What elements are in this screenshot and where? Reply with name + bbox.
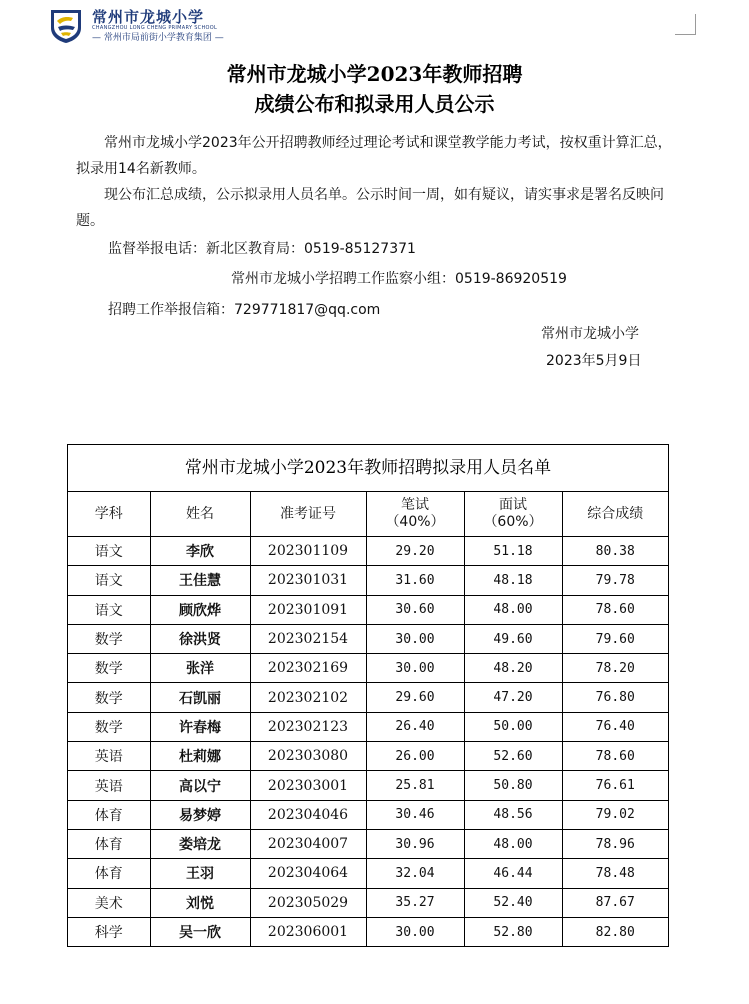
- cell-written: 30.96: [366, 829, 464, 858]
- paragraph-1-text: 常州市龙城小学2023年公开招聘教师经过理论考试和课堂教学能力考试，按权重计算汇总，拟录用14名新教师。: [76, 135, 672, 177]
- cell-written: 26.00: [366, 742, 464, 771]
- cell-total: 79.02: [562, 800, 668, 829]
- cell-name: 杜莉娜: [150, 742, 250, 771]
- table-caption: 常州市龙城小学2023年教师招聘拟录用人员名单: [68, 445, 668, 492]
- cell-interview: 48.56: [464, 800, 562, 829]
- table-row: [68, 595, 668, 624]
- cell-written: 30.00: [366, 624, 464, 653]
- cell-total: 79.78: [562, 566, 668, 595]
- table-header-row: [68, 492, 668, 537]
- report-phone-line-2: 常州市龙城小学招聘工作监察小组：0519-86920519: [231, 271, 567, 287]
- cell-exam-id: 202303080: [250, 742, 366, 771]
- cell-written: 31.60: [366, 566, 464, 595]
- cell-exam-id: 202301031: [250, 566, 366, 595]
- table-row: [68, 888, 668, 917]
- cell-interview: 52.80: [464, 917, 562, 946]
- header-exam-id: 准考证号: [250, 492, 366, 537]
- cell-name: 娄培龙: [150, 829, 250, 858]
- table-row: [68, 859, 668, 888]
- header-interview-label: 面试: [499, 497, 527, 513]
- cell-interview: 48.20: [464, 654, 562, 683]
- header-interview: [464, 492, 562, 537]
- cell-name: 王佳慧: [150, 566, 250, 595]
- cell-subject: 美术: [68, 888, 150, 917]
- report-email-line: 招聘工作举报信箱：729771817@qq.com: [108, 302, 381, 318]
- signature: 常州市龙城小学: [541, 326, 639, 342]
- cell-written: 35.27: [366, 888, 464, 917]
- cell-name: 石凯丽: [150, 683, 250, 712]
- cell-name: 张洋: [150, 654, 250, 683]
- table-row: [68, 624, 668, 653]
- notice-title-line-2: 成绩公布和拟录用人员公示: [254, 92, 495, 116]
- cell-subject: 英语: [68, 771, 150, 800]
- cell-total: 76.80: [562, 683, 668, 712]
- table-row: [68, 537, 668, 566]
- cell-written: 25.81: [366, 771, 464, 800]
- cell-subject: 数学: [68, 712, 150, 741]
- notice-title-line-1: 常州市龙城小学2023年教师招聘: [226, 62, 523, 86]
- paragraph-2-text: 现公布汇总成绩，公示拟录用人员名单。公示时间一周，如有疑议，请实事求是署名反映问题。: [76, 187, 664, 229]
- cell-subject: 语文: [68, 566, 150, 595]
- cell-exam-id: 202304046: [250, 800, 366, 829]
- header-written: [366, 492, 464, 537]
- cell-exam-id: 202301109: [250, 537, 366, 566]
- school-logo-icon: [48, 8, 84, 44]
- cell-interview: 52.40: [464, 888, 562, 917]
- header-interview-weight: （60%）: [483, 514, 543, 530]
- cell-name: 刘悦: [150, 888, 250, 917]
- cell-subject: 体育: [68, 859, 150, 888]
- cell-exam-id: 202305029: [250, 888, 366, 917]
- cell-total: 76.61: [562, 771, 668, 800]
- cell-interview: 48.00: [464, 829, 562, 858]
- cell-total: 76.40: [562, 712, 668, 741]
- cell-name: 易梦婷: [150, 800, 250, 829]
- cell-written: 29.60: [366, 683, 464, 712]
- table-row: [68, 566, 668, 595]
- notice-paragraph-2: [76, 182, 676, 234]
- cell-interview: 51.18: [464, 537, 562, 566]
- cell-name: 许春梅: [150, 712, 250, 741]
- cell-interview: 48.18: [464, 566, 562, 595]
- cell-total: 78.60: [562, 595, 668, 624]
- cell-written: 29.20: [366, 537, 464, 566]
- cell-interview: 46.44: [464, 859, 562, 888]
- cell-exam-id: 202303001: [250, 771, 366, 800]
- table-row: [68, 654, 668, 683]
- cell-exam-id: 202306001: [250, 917, 366, 946]
- cell-interview: 47.20: [464, 683, 562, 712]
- table-row: [68, 829, 668, 858]
- cell-subject: 数学: [68, 654, 150, 683]
- table-row: [68, 742, 668, 771]
- cell-exam-id: 202301091: [250, 595, 366, 624]
- cell-exam-id: 202304064: [250, 859, 366, 888]
- cell-total: 82.80: [562, 917, 668, 946]
- cell-total: 78.20: [562, 654, 668, 683]
- cell-subject: 语文: [68, 595, 150, 624]
- table-row: [68, 917, 668, 946]
- school-pinyin: CHANGZHOU LONG CHENG PRIMARY SCHOOL: [92, 24, 218, 31]
- cell-exam-id: 202302154: [250, 624, 366, 653]
- header-name: 姓名: [150, 492, 250, 537]
- table-row: [68, 683, 668, 712]
- school-group-name: — 常州市局前街小学教育集团 —: [92, 32, 224, 43]
- cell-name: 高以宁: [150, 771, 250, 800]
- cell-interview: 50.80: [464, 771, 562, 800]
- cell-total: 87.67: [562, 888, 668, 917]
- cell-written: 30.46: [366, 800, 464, 829]
- cell-subject: 语文: [68, 537, 150, 566]
- cell-exam-id: 202304007: [250, 829, 366, 858]
- cell-subject: 体育: [68, 800, 150, 829]
- cell-subject: 数学: [68, 683, 150, 712]
- cell-written: 26.40: [366, 712, 464, 741]
- cell-total: 78.60: [562, 742, 668, 771]
- cell-interview: 49.60: [464, 624, 562, 653]
- cell-written: 30.00: [366, 917, 464, 946]
- cell-total: 80.38: [562, 537, 668, 566]
- table-row: [68, 771, 668, 800]
- cell-subject: 体育: [68, 829, 150, 858]
- header-written-label: 笔试: [401, 497, 429, 513]
- table-row: [68, 800, 668, 829]
- cell-interview: 50.00: [464, 712, 562, 741]
- cell-written: 30.60: [366, 595, 464, 624]
- cell-exam-id: 202302102: [250, 683, 366, 712]
- header-subject: 学科: [68, 492, 150, 537]
- table-row: [68, 712, 668, 741]
- cell-subject: 英语: [68, 742, 150, 771]
- cell-exam-id: 202302123: [250, 712, 366, 741]
- cell-interview: 52.60: [464, 742, 562, 771]
- cell-name: 李欣: [150, 537, 250, 566]
- cell-total: 79.60: [562, 624, 668, 653]
- school-header: [48, 6, 224, 46]
- notice-paragraph-1: [76, 130, 676, 182]
- school-name: 常州市龙城小学: [92, 7, 205, 26]
- cell-total: 78.96: [562, 829, 668, 858]
- header-written-weight: （40%）: [385, 514, 445, 530]
- cell-interview: 48.00: [464, 595, 562, 624]
- cell-name: 王羽: [150, 859, 250, 888]
- notice-date: 2023年5月9日: [546, 353, 642, 369]
- results-table: [68, 492, 668, 946]
- hiring-list-table: [67, 444, 669, 947]
- cell-total: 78.48: [562, 859, 668, 888]
- cell-subject: 数学: [68, 624, 150, 653]
- cell-written: 30.00: [366, 654, 464, 683]
- cell-written: 32.04: [366, 859, 464, 888]
- cell-subject: 科学: [68, 917, 150, 946]
- cell-exam-id: 202302169: [250, 654, 366, 683]
- cell-name: 徐洪贤: [150, 624, 250, 653]
- header-total: 综合成绩: [562, 492, 668, 537]
- report-phone-line-1: 监督举报电话：新北区教育局：0519-85127371: [108, 241, 416, 257]
- cell-name: 吴一欣: [150, 917, 250, 946]
- page-corner-mark: [675, 14, 696, 35]
- cell-name: 顾欣烨: [150, 595, 250, 624]
